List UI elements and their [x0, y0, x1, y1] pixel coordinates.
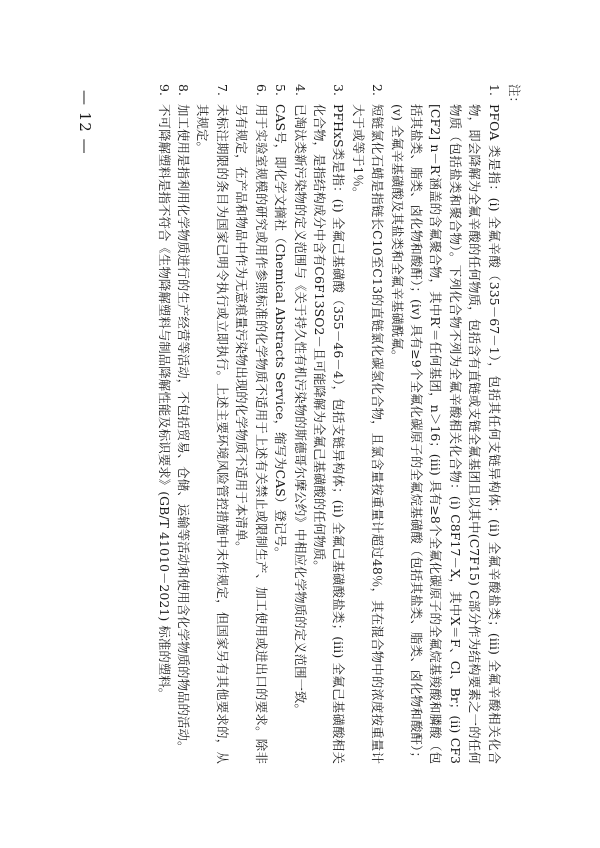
- note-text: PFHxS类是指：(i) 全氟己基磺酸（355－46－4），包括支链异构体；(ii) 全氟己基磺酸盐类；(iii) 全氟己基磺酸相关化合物，是指结构成分中含有C6F13SO2－且可能降解为全氟己基磺酸的任何物质。: [311, 104, 347, 764]
- note-item: [193, 84, 232, 764]
- note-item: [387, 84, 503, 764]
- note-number: 8.: [176, 84, 192, 97]
- page-number: — 12 —: [76, 90, 94, 155]
- note-number: 7.: [214, 84, 230, 97]
- note-text: 不可降解塑料是指不符合《生物降解塑料与制品降解性能及标识要求》(GB/T 41010－2021) 标准的塑料。: [156, 104, 172, 701]
- note-number: 5.: [273, 84, 289, 97]
- notes-section: [154, 84, 524, 764]
- note-number: 3.: [331, 84, 347, 97]
- note-number: 9.: [156, 84, 172, 97]
- note-text: 已淘汰类新污染物的定义范围与《关于持久性有机污染物的斯德哥尔摩公约》中相应化学物质的定义范围一致。: [292, 104, 308, 717]
- note-number: 4.: [292, 84, 308, 97]
- note-text: 加工使用是指利用化学物质进行的生产经营等活动，不包括贸易、仓储、运输等活动和使用含化学物质的物品的活动。: [176, 104, 192, 754]
- note-text: 短链氯化石蜡是指链长C10至C13的直链氯化碳氢化合物，且氯含量按重量计超过48％，其在混合物中的浓度按重量计大于或等于1％。: [350, 104, 386, 764]
- note-item: [310, 84, 349, 764]
- note-number: 6.: [253, 84, 269, 97]
- note-item: [290, 84, 309, 764]
- note-number: 2.: [370, 84, 386, 97]
- note-item: [232, 84, 271, 764]
- note-text: 用于实验室规模的研究或用作参照标准的化学物质不适用于上述有关禁止或限制生产、加工使用或进出口的要求。除非另有规定，在产品和物品中作为无意痕量污染物出现的化学物质不适用于本清单。: [234, 104, 269, 764]
- note-item: [271, 84, 290, 764]
- note-item: [154, 84, 173, 764]
- notes-title: 注：: [507, 84, 522, 109]
- note-number: 1.: [486, 84, 502, 97]
- note-text: 未标注期限的条目为国家已明令执行或立即执行。上述主要环境风险管控措施中未作规定，但国家另有其他要求的，从其规定。: [195, 104, 230, 764]
- note-text: PFOA 类是指：(i) 全氟辛酸（335－67－1），包括其任何支链异构体；(ii) 全氟辛酸盐类；(iii) 全氟辛酸相关化合物，即会降解为全氟辛酸的任何物质，包括含有直链或支链全氟基团且以其中(C7F15) C部分作为结构要素之一的任何物质（包括盐类和聚合物）。下列化合物不列为全氟辛酸相关化合物：(i) C8F17－X，其中X＝F、Cl、Br；(ii) CF3 [CF2] n－R′涵盖的含氟聚合物，其中R′＝任何基团，n＞16；(iii) 具有≥8个全氟化碳原子的全氟烷基羧酸和膦酸（包括其盐类、脂类、卤化物和酸酐）；(iv) 具有≥9个全氟化碳原子的全氟烷基磺酸（包括其盐类、脂类、卤化物和酸酐）；(v) 全氟辛基磺酸及其盐类和全氟辛基磺酰氟。: [389, 104, 502, 764]
- note-item: [174, 84, 193, 764]
- note-item: [348, 84, 387, 764]
- note-text: CAS号，即化学文摘社（Chemical Abstracts Service，缩写为CAS）登记号。: [273, 104, 289, 560]
